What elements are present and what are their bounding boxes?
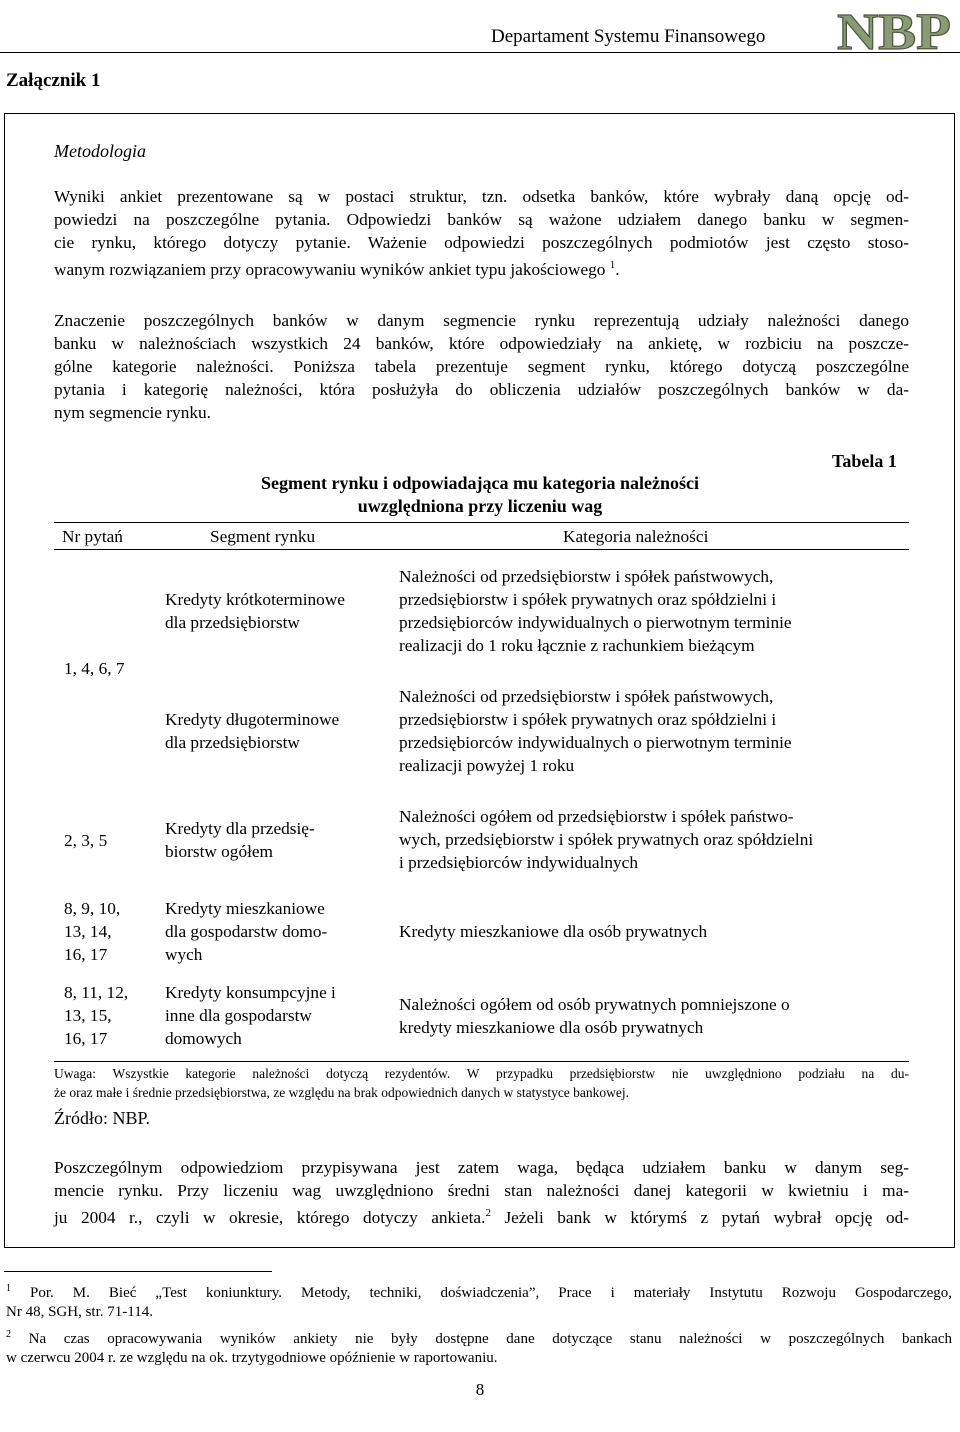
- row1-category: [399, 565, 792, 657]
- category-line: Kredyty mieszkaniowe dla osób prywatnych: [399, 922, 708, 941]
- category-line: przedsiębiorstw i spółek prywatnych oraz spółdzielni i: [399, 590, 777, 609]
- segment-line: inne dla gospodarstw: [165, 1006, 312, 1025]
- category-line: przedsiębiorstw i spółek prywatnych oraz spółdzielni i: [399, 710, 777, 729]
- category-line: realizacji powyżej 1 roku: [399, 756, 575, 775]
- footnote-number: 2: [6, 1329, 11, 1340]
- category-line: wych, przedsiębiorstw i spółek prywatnych oraz spółdzielni: [399, 830, 814, 849]
- segment-line: Kredyty mieszkaniowe: [165, 899, 325, 918]
- note-line: Uwaga: Wszystkie kategorie należności dotyczą rezydentów. W przypadku przedsiębiorstw nie uwzględniono podziału na du-: [54, 1066, 909, 1081]
- paragraph-line-tail: Jeżeli bank w którymś z pytań wybrał opcję od-: [504, 1207, 909, 1227]
- segment-line: wych: [165, 945, 203, 964]
- segment-line: dla przedsiębiorstw: [165, 613, 300, 632]
- paragraph-1: [54, 185, 909, 277]
- table-title-line1: Segment rynku i odpowiadająca mu kategoria należności: [260, 473, 699, 493]
- paragraph-line: nym segmencie rynku.: [54, 403, 211, 422]
- footnote-line: w czerwcu 2004 r. ze względu na ok. trzytygodniowe opóźnienie w raportowaniu.: [6, 1350, 498, 1366]
- question-line: 13, 14,: [64, 922, 112, 941]
- note-line: że oraz małe i średnie przedsiębiorstwa, ze względu na brak odpowiednich danych w statystyce bankowej.: [54, 1085, 630, 1100]
- row4-segment: [165, 897, 327, 966]
- row5-category: [399, 993, 790, 1039]
- category-line: Należności od przedsiębiorstw i spółek państwowych,: [399, 687, 774, 706]
- table-bottom-rule: [54, 1061, 909, 1062]
- paragraph-line: Poszczególnym odpowiedziom przypisywana jest zatem waga, będąca udziałem banku w danym seg-: [54, 1158, 909, 1177]
- footnote-ref-2: 2: [485, 1207, 491, 1219]
- row1-segment: [165, 588, 345, 634]
- row3-questions: 2, 3, 5: [64, 831, 108, 850]
- footnote-line: [6, 1325, 952, 1349]
- header-category: Kategoria należności: [563, 527, 709, 546]
- paragraph-line-text: wanym rozwiązaniem przy opracowywaniu wyników ankiet typu jakościowego: [54, 259, 606, 279]
- paragraph-line: cie rynku, którego dotyczy pytanie. Ważenie odpowiedzi poszczególnych podmiotów jest często stoso-: [54, 233, 909, 252]
- row2-category: [399, 685, 792, 777]
- row5-segment: [165, 981, 336, 1050]
- table-title-line2: uwzględniona przy liczeniu wag: [357, 496, 603, 516]
- footnote-line: [6, 1279, 952, 1303]
- footnote-rule: [4, 1271, 272, 1272]
- footnote-text: Por. M. Bieć „Test koniunktury. Metody, techniki, doświadczenia”, Prace i materiały Instytutu Rozwoju Gospodarczego,: [30, 1285, 953, 1301]
- segment-line: Kredyty długoterminowe: [165, 710, 340, 729]
- row1-questions: 1, 4, 6, 7: [64, 659, 125, 678]
- paragraph-line: powiedzi na poszczególne pytania. Odpowiedzi banków są ważone udziałem danego banku w segmen-: [54, 210, 909, 229]
- page-number: 8: [475, 1380, 485, 1399]
- footnote-number: 1: [6, 1283, 11, 1294]
- header-questions: Nr pytań: [62, 527, 123, 546]
- table-note: [54, 1064, 909, 1102]
- annex-title: Załącznik 1: [6, 70, 101, 91]
- header-segment: Segment rynku: [210, 527, 316, 546]
- question-line: 16, 17: [64, 1029, 108, 1048]
- table-source: Źródło: NBP.: [54, 1108, 151, 1128]
- table-header-rule: [54, 549, 909, 550]
- department-name: Departament Systemu Finansowego: [491, 26, 766, 47]
- footnote-2: [6, 1325, 952, 1368]
- footnote-line: Nr 48, SGH, str. 71-114.: [6, 1304, 153, 1320]
- row3-segment: [165, 817, 315, 863]
- table-label: Tabela 1: [832, 451, 897, 471]
- paragraph-2: [54, 309, 909, 424]
- category-line: Należności ogółem od przedsiębiorstw i spółek państwo-: [399, 807, 794, 826]
- table-top-rule: [54, 522, 909, 523]
- footnote-ref-1: 1: [609, 259, 616, 271]
- category-line: przedsiębiorców indywidualnych o pierwotnym terminie: [399, 733, 792, 752]
- category-line: Należności ogółem od osób prywatnych pomniejszone o: [399, 995, 790, 1014]
- segment-line: Kredyty krótkoterminowe: [165, 590, 345, 609]
- row5-questions: [64, 981, 128, 1050]
- paragraph-line-text: ju 2004 r., czyli w okresie, którego dotyczy ankieta.: [54, 1207, 486, 1227]
- question-line: 8, 9, 10,: [64, 899, 121, 918]
- nbp-logo: [835, 5, 953, 53]
- row4-category: [399, 920, 707, 943]
- paragraph-3: [54, 1156, 909, 1225]
- row3-category: [399, 805, 813, 874]
- category-line: Należności od przedsiębiorstw i spółek państwowych,: [399, 567, 774, 586]
- question-line: 8, 11, 12,: [64, 983, 129, 1002]
- header-rule: [0, 52, 960, 53]
- footnote-1: [6, 1279, 952, 1322]
- paragraph-line: Wyniki ankiet prezentowane są w postaci struktur, tzn. odsetka banków, które wybrały daną opcję od-: [54, 187, 909, 206]
- paragraph-line: mencie rynku. Przy liczeniu wag uwzględniono średni stan należności danej kategorii w kwietniu i ma-: [54, 1181, 909, 1200]
- paragraph-line: banku w należnościach wszystkich 24 banków, które odpowiedziały na ankietę, w rozbiciu na poszcze-: [54, 334, 909, 353]
- paragraph-line: [54, 1202, 909, 1225]
- segment-line: biorstw ogółem: [165, 842, 273, 861]
- category-line: kredyty mieszkaniowe dla osób prywatnych: [399, 1018, 704, 1037]
- footnote-text: Na czas opracowywania wyników ankiety nie były dostępne dane dotyczące stanu należności w poszczególnych bankach: [28, 1331, 952, 1347]
- segment-line: dla gospodarstw domo-: [165, 922, 328, 941]
- paragraph-line: Znaczenie poszczególnych banków w danym segmencie rynku reprezentują udziały należności danego: [54, 311, 909, 330]
- svg-text:NBP: NBP: [837, 5, 951, 53]
- section-title: Metodologia: [54, 141, 146, 161]
- paragraph-line: wanym rozwiązaniem przy opracowywaniu wyników ankiet typu jakościowego $^1$.: [54, 259, 620, 279]
- category-line: realizacji do 1 roku łącznie z rachunkiem bieżącym: [399, 636, 755, 655]
- category-line: przedsiębiorców indywidualnych o pierwotnym terminie: [399, 613, 792, 632]
- row2-segment: [165, 708, 339, 754]
- question-line: 13, 15,: [64, 1006, 112, 1025]
- segment-line: Kredyty dla przedsię-: [165, 819, 315, 838]
- segment-line: Kredyty konsumpcyjne i: [165, 983, 336, 1002]
- paragraph-line: gólne kategorie należności. Poniższa tabela prezentuje segment rynku, którego dotyczą poszczególne: [54, 357, 909, 376]
- category-line: i przedsiębiorców indywidualnych: [399, 853, 638, 872]
- segment-line: dla przedsiębiorstw: [165, 733, 300, 752]
- paragraph-line: pytania i kategorię należności, która posłużyła do obliczenia udziałów poszczególnych banków w da-: [54, 380, 909, 399]
- question-line: 16, 17: [64, 945, 108, 964]
- row4-questions: [64, 897, 120, 966]
- segment-line: domowych: [165, 1029, 242, 1048]
